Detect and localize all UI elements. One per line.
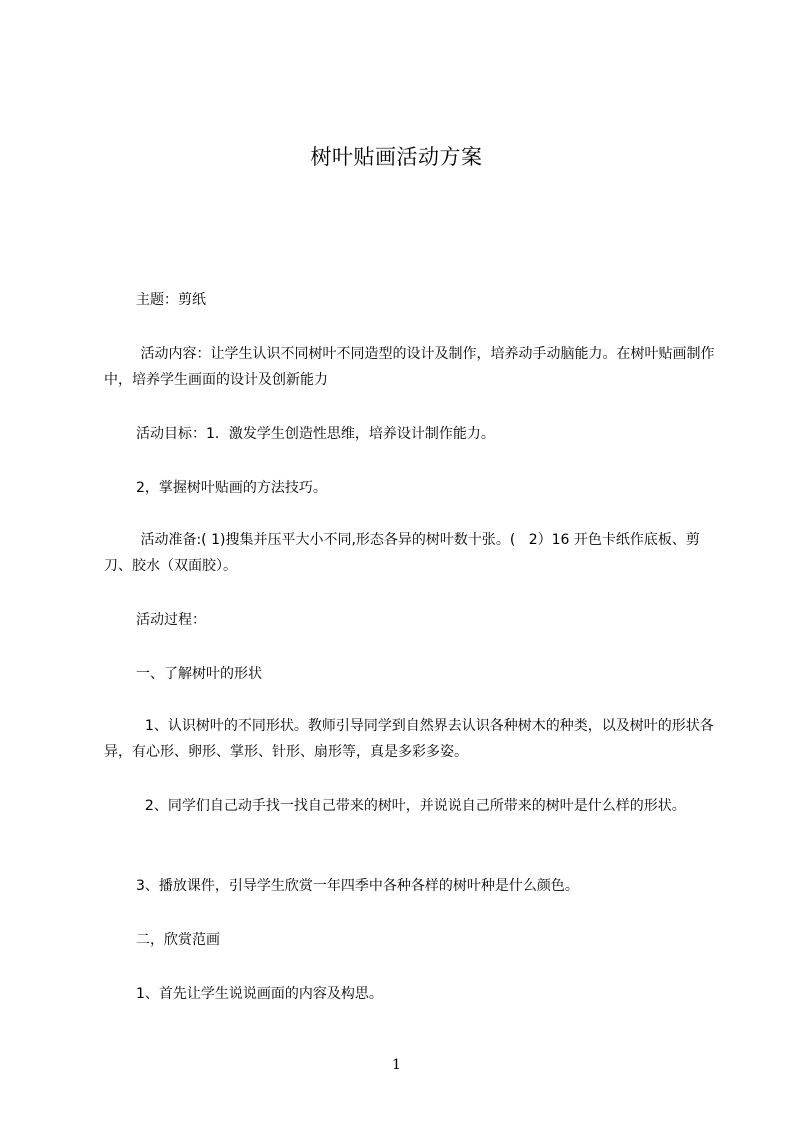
paragraph-activity-process: 活动过程： bbox=[136, 612, 206, 628]
paragraph-activity-goal-1: 活动目标：1．激发学生创造性思维，培养设计制作能力。 bbox=[136, 426, 495, 442]
paragraph-theme: 主题：剪纸 bbox=[136, 292, 206, 308]
paragraph-step-3: 3、播放课件，引导学生欣赏一年四季中各种各样的树叶种是什么颜色。 bbox=[136, 878, 579, 894]
paragraph-activity-content: 活动内容：让学生认识不同树叶不同造型的设计及制作，培养动手动脑能力。在树叶贴画制作中，培养学生画面的设计及创新能力 bbox=[104, 346, 715, 388]
paragraph-appreciate-step-1: 1、首先让学生说说画面的内容及构思。 bbox=[136, 986, 383, 1002]
page-number: 1 bbox=[392, 1057, 401, 1073]
section-heading-appreciate: 二，欣赏范画 bbox=[136, 932, 220, 948]
section-heading-leaf-shapes: 一、了解树叶的形状 bbox=[136, 666, 262, 682]
paragraph-step-2: 2、同学们自己动手找一找自己带来的树叶，并说说自己所带来的树叶是什么样的形状。 bbox=[136, 798, 686, 814]
paragraph-activity-goal-2: 2，掌握树叶贴画的方法技巧。 bbox=[136, 480, 327, 496]
paragraph-activity-preparation: 活动准备:( 1)搜集并压平大小不同,形态各异的树叶数十张。( 2）16 开色卡纸作底板、剪刀、胶水（双面胶）。 bbox=[104, 532, 700, 574]
paragraph-step-1: 1、认识树叶的不同形状。教师引导同学到自然界去认识各种树木的种类，以及树叶的形状各异，有心形、卵形、掌形、针形、扇形等，真是多彩多姿。 bbox=[104, 718, 714, 760]
document-title: 树叶贴画活动方案 bbox=[310, 145, 483, 169]
